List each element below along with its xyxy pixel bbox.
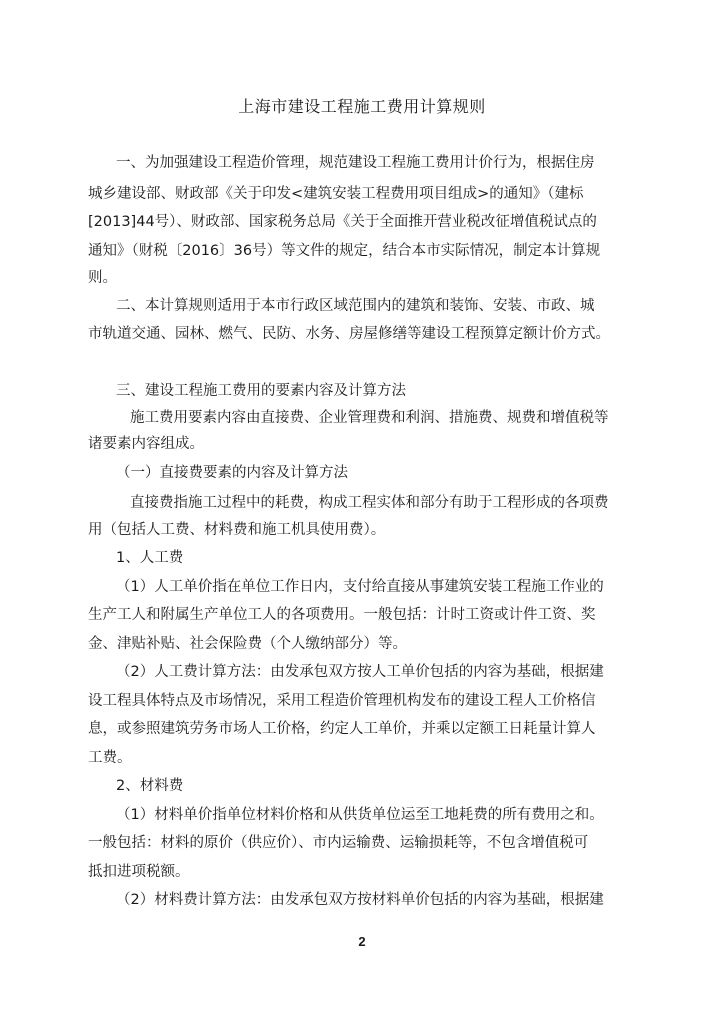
paragraph-line: 施工费用要素内容由直接费、企业管理费和利润、措施费、规费和增值税等 <box>130 410 609 426</box>
subsection-heading: （一）直接费要素的内容及计算方法 <box>116 465 348 481</box>
paragraph-line: 工费。 <box>88 750 132 766</box>
paragraph-line: 二、本计算规则适用于本市行政区域范围内的建筑和装饰、安装、市政、城 <box>116 298 595 314</box>
paragraph-line: 一般包括：材料的原价（供应价）、市内运输费、运输损耗等，不包含增值税可 <box>88 835 589 851</box>
section-heading: 三、建设工程施工费用的要素内容及计算方法 <box>116 383 406 399</box>
paragraph-line: 生产工人和附属生产单位工人的各项费用。一般包括：计时工资或计件工资、奖 <box>88 607 596 623</box>
paragraph-line: （2）材料费计算方法：由发承包双方按材料单价包括的内容为基础，根据建 <box>116 892 604 908</box>
paragraph-line: （1）材料单价指单位材料价格和从供货单位运至工地耗费的所有费用之和。 <box>116 807 604 823</box>
paragraph-line: 通知》（财税〔2016〕36号）等文件的规定，结合本市实际情况，制定本计算规 <box>88 243 601 259</box>
item-heading: 1、人工费 <box>116 550 184 566</box>
paragraph-line: 直接费指施工过程中的耗费，构成工程实体和部分有助于工程形成的各项费 <box>130 495 609 511</box>
page-number: 2 <box>358 934 366 949</box>
paragraph-line: （2）人工费计算方法：由发承包双方按人工单价包括的内容为基础，根据建 <box>116 664 604 680</box>
paragraph-line: 城乡建设部、财政部《关于印发<建筑安装工程费用项目组成>的通知》（建标 <box>88 186 584 202</box>
item-heading: 2、材料费 <box>116 778 184 794</box>
paragraph-line: 市轨道交通、园林、燃气、民防、水务、房屋修缮等建设工程预算定额计价方式。 <box>88 326 610 342</box>
paragraph-line: 设工程具体特点及市场情况，采用工程造价管理机构发布的建设工程人工价格信 <box>88 693 596 709</box>
paragraph-line: 息，或参照建筑劳务市场人工价格，约定人工单价，并乘以定额工日耗量计算人 <box>88 721 596 737</box>
paragraph-line: [2013]44号）、财政部、国家税务总局《关于全面推开营业税改征增值税试点的 <box>88 214 597 230</box>
document-title: 上海市建设工程施工费用计算规则 <box>238 97 486 116</box>
paragraph-line: 用（包括人工费、材料费和施工机具使用费）。 <box>88 522 386 538</box>
paragraph-line: 抵扣进项税额。 <box>88 864 190 880</box>
paragraph-line: （1）人工单价指在单位工作日内，支付给直接从事建筑安装工程施工作业的 <box>116 579 604 595</box>
paragraph-line: 诸要素内容组成。 <box>88 436 204 452</box>
paragraph-line: 则。 <box>88 270 117 286</box>
paragraph-line: 一、为加强建设工程造价管理，规范建设工程施工费用计价行为，根据住房 <box>116 155 595 171</box>
paragraph-line: 金、津贴补贴、社会保险费（个人缴纳部分）等。 <box>88 636 407 652</box>
